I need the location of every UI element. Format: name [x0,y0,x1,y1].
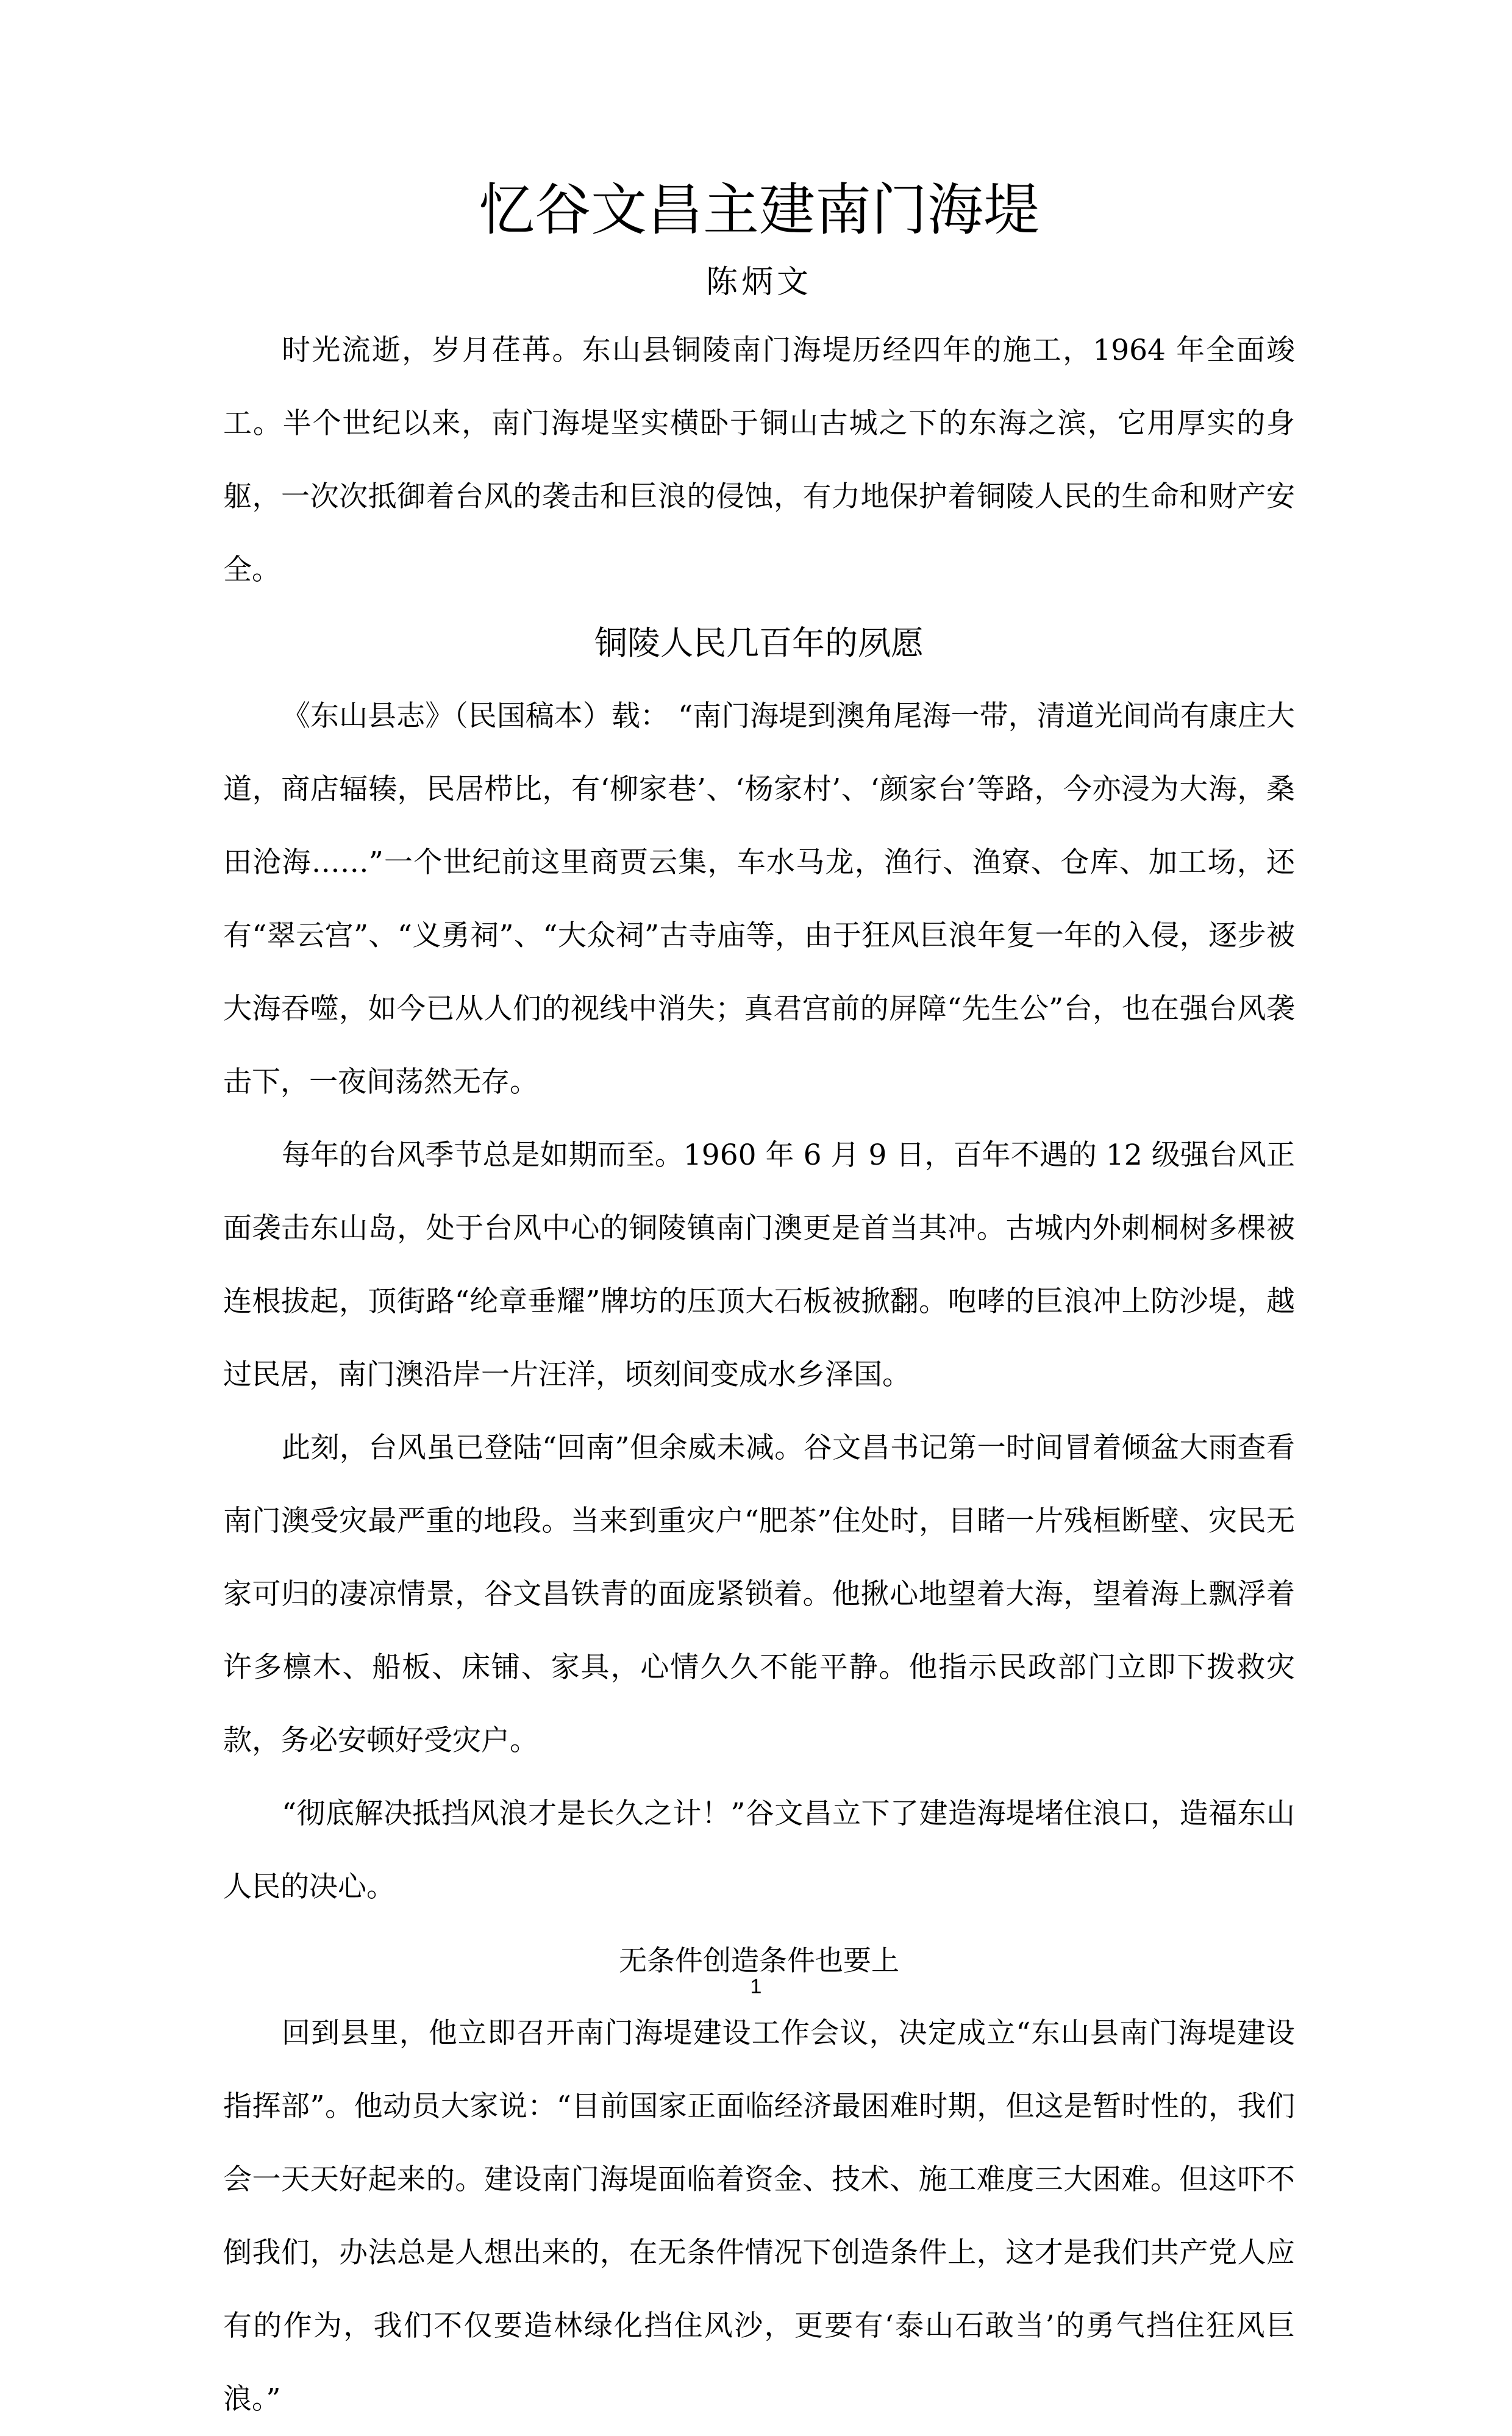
section-2-paragraph-1: 回到县里，他立即召开南门海堤建设工作会议，决定成立“东山县南门海堤建设指挥部”。他动员大家说：“目前国家正面临经济最困难时期，但这是暂时性的，我们会一天天好起来的。建设南门海堤面临着资金、技术、施工难度三大困难。但这吓不倒我们，办法总是人想出来的，在无条件情况下创造条件上，这才是我们共产党人应有的作为，我们不仅要造林绿化挡住风沙，更要有‘泰山石敢当’的勇气挡住狂风巨浪。” [223,2016,1295,2416]
section-heading-1: 铜陵人民几百年的夙愿 [594,624,924,662]
author-name: 陈炳文 [705,264,812,301]
section-1-paragraph-1: 《东山县志》（民国稿本）载： “南门海堤到澳角尾海一带，清道光间尚有康庄大道，商店辐辏，民居栉比，有‘柳家巷’、‘杨家村’、‘颜家台’等路，今亦浸为大海，桑田沧海……”一个世纪前这里商贾云集，车水马龙，渔行、渔寮、仓库、加工场，还有“翠云宫”、“义勇祠”、“大众祠”古寺庙等，由于狂风巨浪年复一年的入侵，逐步被大海吞噬，如今已从人们的视线中消失；真君宫前的屏障“先生公”台，也在强台风袭击下，一夜间荡然无存。 [223,699,1295,1099]
section-1-paragraph-2: 每年的台风季节总是如期而至。1960 年 6 月 9 日，百年不遇的 12 级强台风正面袭击东山岛，处于台风中心的铜陵镇南门澳更是首当其冲。古城内外刺桐树多棵被连根拔起，顶街路“纶章垂耀”牌坊的压顶大石板被掀翻。咆哮的巨浪冲上防沙堤，越过民居，南门澳沿岸一片汪洋，顷刻间变成水乡泽国。 [223,1138,1295,1391]
page-number: 1 [750,1975,762,1998]
section-heading-2: 无条件创造条件也要上 [619,1944,899,1977]
intro-paragraph: 时光流逝，岁月荏苒。东山县铜陵南门海堤历经四年的施工，1964 年全面竣工。半个世纪以来，南门海堤坚实横卧于铜山古城之下的东海之滨，它用厚实的身躯，一次次抵御着台风的袭击和巨浪的侵蚀，有力地保护着铜陵人民的生命和财产安全。 [223,334,1295,587]
section-1-paragraph-3: 此刻，台风虽已登陆“回南”但余威未减。谷文昌书记第一时间冒着倾盆大雨查看南门澳受灾最严重的地段。当来到重灾户“肥茶”住处时，目睹一片残桓断壁、灾民无家可归的凄凉情景，谷文昌铁青的面庞紧锁着。他揪心地望着大海，望着海上飘浮着许多檩木、船板、床铺、家具，心情久久不能平静。他指示民政部门立即下拨救灾款，务必安顿好受灾户。 [223,1431,1295,1757]
document-title: 忆谷文昌主建南门海堤 [478,177,1040,243]
article-body [223,314,1295,2436]
section-1-paragraph-4: “彻底解决抵挡风浪才是长久之计！”谷文昌立下了建造海堤堵住浪口，造福东山人民的决心。 [223,1797,1295,1904]
